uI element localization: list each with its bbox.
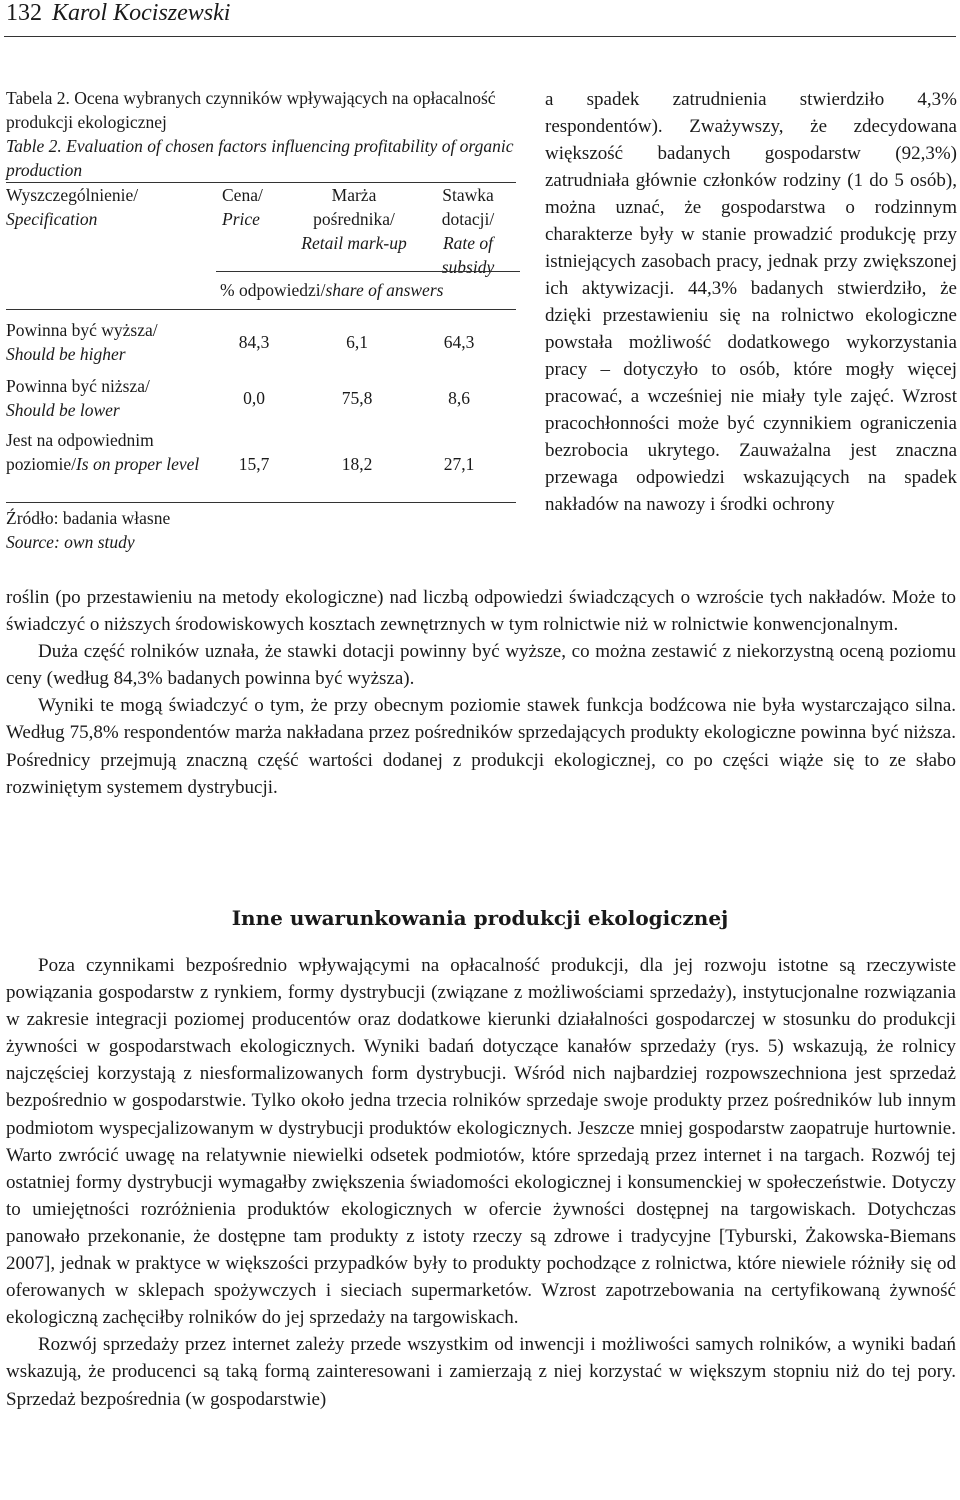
paragraph: Rozwój sprzedaży przez internet zależy przede wszystkim od inwencji i możliwości samych rolników, a wyniki badań wskazują, że producenci są taką formą zainteresowani i zamierzają z niej korzystać w większym stopniu niż do tej pory. Sprzedaż bezpośrednia (w gospodarstwie) [6, 1334, 956, 1410]
body-text [6, 584, 956, 801]
margin-label-pl: Marża pośrednika/ [313, 185, 395, 229]
margin-label-en: Retail mark-up [301, 233, 407, 253]
column-header-subsidy [416, 183, 520, 279]
table-row [6, 368, 516, 426]
column-header-margin [290, 183, 418, 255]
table-bottom-rule [6, 502, 516, 503]
row-label-en: Should be lower [6, 400, 120, 420]
paragraph: Duża część rolników uznała, że stawki dotacji powinny być wyższe, co można zestawić z niekorzystną oceną poziomu ceny (według 84,3% badanych powinna być wyższa). [6, 641, 956, 690]
row-label [6, 374, 216, 422]
cell-price: 0,0 [243, 388, 265, 408]
table-caption [6, 86, 516, 182]
row-label [6, 318, 216, 366]
source-pl: Źródło: badania własne [6, 508, 171, 528]
cell-subsidy: 8,6 [448, 388, 470, 408]
table-caption-en: Table 2. Evaluation of chosen factors influencing profitability of organic production [6, 136, 514, 180]
page-header [6, 0, 230, 27]
header-divider [4, 36, 956, 37]
paragraph: Wyniki te mogą świadczyć o tym, że przy obecnym poziomie stawek funkcja bodźcowa nie była wystarczająco silna. Według 75,8% respondentów marża nakładana przez pośredników sprzedających produkty ekologiczne powinna być niższa. Pośrednicy przejmują znaczną część wartości dodanej z produkcji ekologicznej, co po części wiąże się to ze słabo rozwiniętym systemem dystrybucji. [6, 695, 956, 798]
cell-price: 15,7 [238, 454, 270, 474]
cell-price: 84,3 [238, 332, 270, 352]
price-label-en: Price [222, 209, 260, 229]
subsidy-label-en: Rate of subsidy [441, 233, 495, 277]
row-label-pl: Powinna być niższa/ [6, 376, 150, 396]
paragraph: roślin (po przestawieniu na metody ekologiczne) nad liczbą odpowiedzi świadczących o wzroście tych nakładów. Może to świadczyć o niższych środowiskowych kosztach zewnętrznych w tym rolnictwie niż w rolnictwie konwencjonalnym. [6, 587, 956, 636]
unit-rule [216, 271, 520, 272]
spec-label-en: Specification [6, 209, 98, 229]
row-label-en: Is on proper level [75, 454, 200, 474]
price-label-pl: Cena/ [222, 185, 263, 205]
section-title: Inne uwarunkowania produkcji ekologicznej [231, 906, 729, 930]
column-header-specification [6, 183, 206, 231]
spec-label-pl: Wyszczególnienie/ [6, 185, 139, 205]
row-label [6, 428, 211, 476]
table-2 [6, 86, 516, 554]
table-row [6, 426, 516, 502]
table-header [6, 183, 516, 309]
section-body [6, 952, 956, 1413]
cell-margin: 75,8 [341, 388, 373, 408]
paragraph: Poza czynnikami bezpośrednio wpływającymi na opłacalność produkcji, dla jej rozwoju istotne są rzeczywiste powiązania gospodarstw z rynkiem, formy dystrybucji (związane z możliwościami sprzedaży), instytucjonalne rozwiązania w zakresie integracji poziomej producentów oraz dodatkowe kierunki działalności gospodarczej w stosunku do produkcji żywności w gospodarstwach ekologicznych. Wyniki badań dotyczące kanałów sprzedaży (rys. 5) wskazują, że rolnicy najczęściej korzystają z niesformalizowanych form dystrybucji. Wśród nich najbardziej rozpowszechniona jest sprzedaż bezpośrednio w gospodarstwie. Tylko około jedna trzecia rolników sprzedaje swoje produkty przez pośredników lub innym podmiotom wyspecjalizowanym w dystrybucji produktów ekologicznych. Jeszcze mniej gospodarstw zaopatruje hurtownie. Warto zwrócić uwagę na relatywnie niewielki odsetek podmiotów, które sprzedają przez internet i na targach. Rozwój tej ostatniej formy dystrybucji wymagałby zwiększenia świadomości ekologicznej i konsumenckiej w społeczeństwie. Dotyczy to umiejętności rozróżnienia produktów ekologicznych w ofercie żywności dostępnej na targowiskach. Dotychczas panowało przekonanie, że dostępne tam produkty z istoty rzeczy są zdrowe i tradycyjne [Tyburski, Żakowska-Biemans 2007], jednak w praktyce w większości przypadków były to produkty pochodzące z rolnictwa, które niewiele różniły się od oferowanych w sklepach spożywczych i sieciach supermarketów. Wzrost zapotrzebowania na certyfikowaną żywność ekologiczną zachęciłby rolników do jej sprzedaży na targowiskach. [6, 955, 956, 1329]
side-paragraph: a spadek zatrudnienia stwierdziło 4,3% respondentów). Zważywszy, że zdecydowana większość badanych gospodarstw (92,3%) zatrudniała głównie członków rodziny (1 do 5 osób), można uznać, że gospodarstwa o rodzinnym charakterze były w stanie prowadzić produkcję przy istniejących zasobach pracy, jednak przy zwiększonej ich aktywizacji. 44,3% badanych stwierdziło, że dzięki przestawieniu się na rolnictwo ekologiczne powstała możliwość dodatkowego wykorzystania pracy – dotyczyło to osób, które mogły więcej pracować, a wcześniej nie miały tyle zajęć. Wzrost pracochłonności może być czynnikiem ograniczenia bezrobocia ukrytego. Zauważalna jest znaczna przewaga odpowiedzi wskazujących na spadek nakładów na nawozy i środki ochrony [545, 89, 957, 515]
unit-label-en: share of answers [325, 280, 444, 300]
cell-subsidy: 64,3 [443, 332, 475, 352]
running-author: Karol Kociszewski [52, 0, 231, 26]
source-en: Source: own study [6, 532, 135, 552]
cell-margin: 6,1 [346, 332, 368, 352]
cell-subsidy: 27,1 [443, 454, 475, 474]
subsidy-label-pl: Stawka dotacji/ [441, 185, 495, 229]
row-label-en: Should be higher [6, 344, 126, 364]
table-row [6, 310, 516, 368]
table-caption-pl: Tabela 2. Ocena wybranych czynników wpływających na opłacalność produkcji ekologicznej [6, 88, 496, 132]
row-label-pl: Powinna być wyższa/ [6, 320, 158, 340]
table-source [6, 506, 516, 554]
column-header-unit [220, 278, 520, 302]
row-label-pl: Jest na odpowiednim poziomie/ [6, 430, 154, 474]
page-number: 132 [6, 0, 42, 26]
cell-margin: 18,2 [341, 454, 373, 474]
column-header-price [222, 183, 282, 231]
unit-label-pl: % odpowiedzi/ [220, 280, 326, 300]
